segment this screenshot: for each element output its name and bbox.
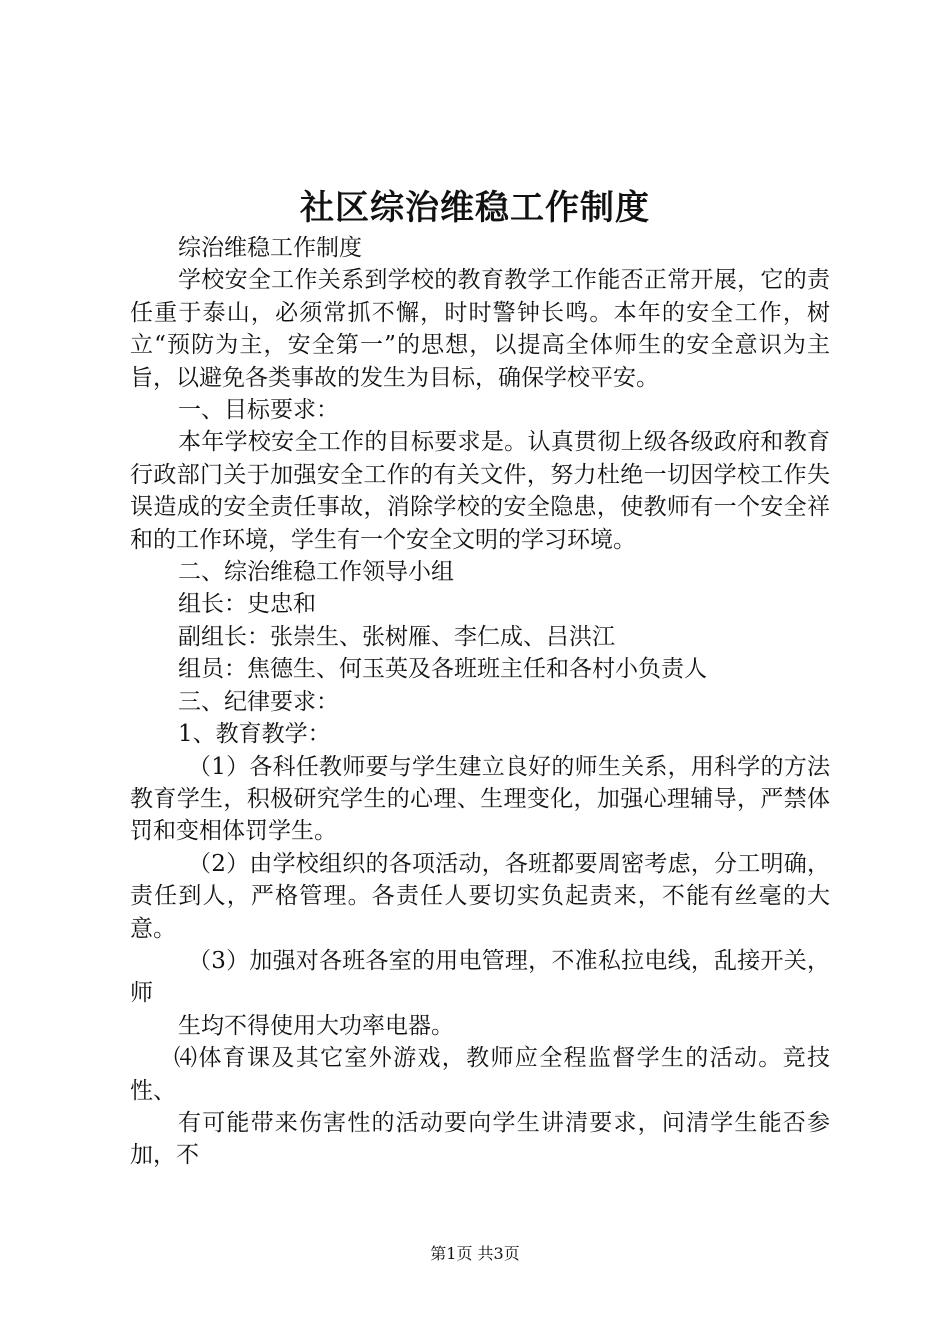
paragraph: ⑷体育课及其它室外游戏，教师应全程监督学生的活动。竞技性、	[130, 1045, 830, 1104]
paragraph: 有可能带来伤害性的活动要向学生讲清要求，问清学生能否参加，不	[130, 1109, 830, 1169]
paragraph: 组员：焦德生、何玉英及各班班主任和各村小负责人	[178, 656, 707, 683]
page-number: 第1页 共3页	[430, 1244, 520, 1263]
section-heading: 二、综治维稳工作领导小组	[178, 559, 454, 586]
paragraph: 本年学校安全工作的目标要求是。认真贯彻上级各级政府和教育行政部门关于加强安全工作的有关文件，努力杜绝一切因学校工作失误造成的安全责任事故，消除学校的安全隐患，使教师有一个安全祥和的工作环境，学生有一个安全文明的学习环境。	[130, 429, 830, 553]
document-title: 社区综治维稳工作制度	[300, 188, 650, 228]
paragraph: 生均不得使用大功率电器。	[178, 1012, 454, 1039]
paragraph: （3）加强对各班各室的用电管理，不准私拉电线，乱接开关，师	[130, 947, 830, 1007]
paragraph: 综治维稳工作制度	[178, 235, 362, 261]
paragraph: 学校安全工作关系到学校的教育教学工作能否正常开展，它的责任重于泰山，必须常抓不懈，时时警钟长鸣。本年的安全工作，树立“预防为主，安全第一”的思想，以提高全体师生的安全意识为主旨，以避免各类事故的发生为目标，确保学校平安。	[130, 267, 830, 391]
paragraph: （2）由学校组织的各项活动，各班都要周密考虑，分工明确，责任到人，严格管理。各责任人要切实负起责来，不能有丝毫的大意。	[130, 850, 830, 942]
paragraph: 组长：史忠和	[178, 591, 316, 618]
section-heading: 三、纪律要求：	[178, 688, 339, 715]
document-body	[130, 232, 830, 1172]
subsection-heading: 1、教育教学：	[178, 721, 331, 748]
paragraph: （1）各科任教师要与学生建立良好的师生关系，用科学的方法教育学生，积极研究学生的心理、生理变化，加强心理辅导，严禁体罚和变相体罚学生。	[130, 753, 830, 845]
section-heading: 一、目标要求：	[178, 397, 339, 424]
paragraph: 副组长：张崇生、张树雁、李仁成、吕洪江	[178, 623, 615, 650]
